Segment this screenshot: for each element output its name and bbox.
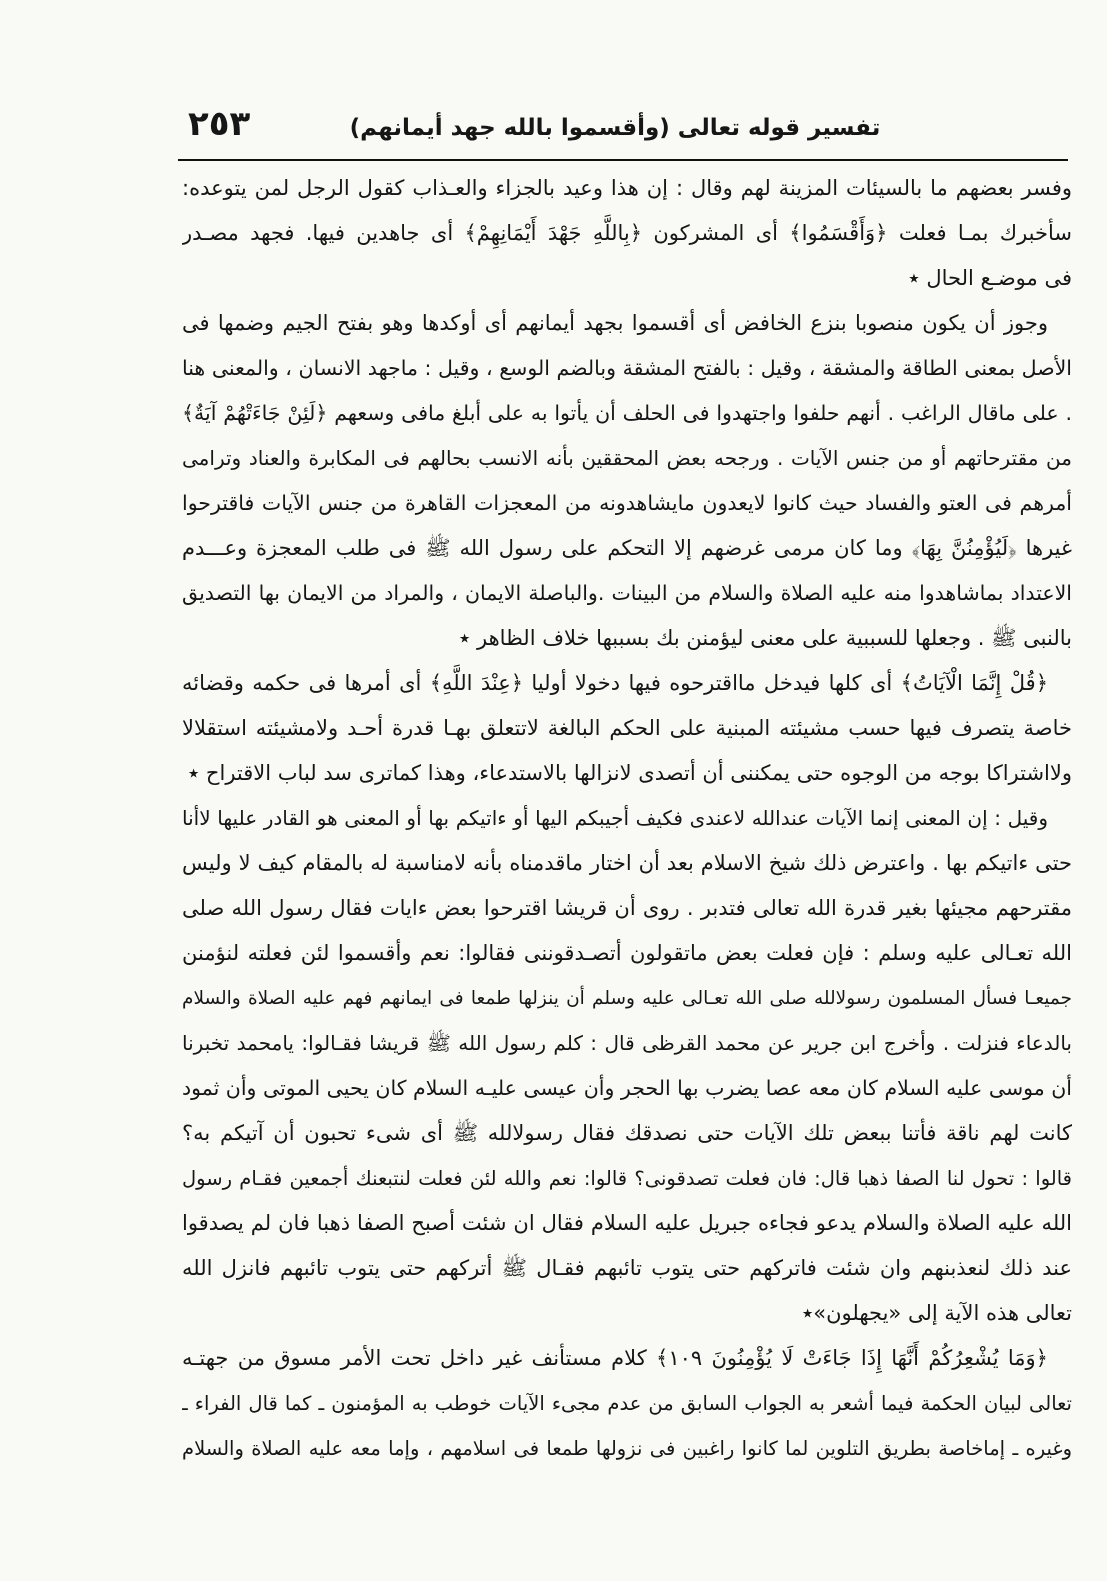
body-text bbox=[182, 166, 1072, 1471]
text-line: . على ماقال الراغب . أنهم حلفوا واجتهدوا فى الحلف أن يأتوا به على أبلغ مافى وسعهم ﴿لَئِنْ جَاءَتْهُمْ آيَةٌ﴾ bbox=[182, 401, 1072, 425]
text-line: الاعتداد بماشاهدوا منه عليه الصلاة والسلام من البينات .والباصلة الايمان ، والمراد من الايمان بها التصديق bbox=[182, 581, 1072, 605]
text-line: ﴿قُلْ إِنَّمَا الْآيَاتُ﴾ أى كلها فيدخل مااقترحوه فيها دخولا أوليا ﴿عِنْدَ اللَّهِ﴾ أى أمرها فى حكمه وقضائه bbox=[182, 671, 1048, 695]
text-line: الأصل بمعنى الطاقة والمشقة ، وقيل : بالفتح المشقة وبالضم الوسع ، وقيل : ماجهد الانسان ، والمعنى هنا bbox=[182, 356, 1072, 380]
text-line: أن موسى عليه السلام كان معه عصا يضرب بها الحجر وأن عيسى عليـه السلام كان يحيى الموتى وأن ثمود bbox=[182, 1076, 1072, 1100]
text-line: بالنبى ﷺ . وجعلها للسببية على معنى ليؤمنن بك بسببها خلاف الظاهر ٭ bbox=[458, 626, 1072, 650]
text-line: وجوز أن يكون منصوبا بنزع الخافض أى أقسموا بجهد أيمانهم أى أوكدها وهو بفتح الجيم وضمها فى bbox=[182, 311, 1048, 335]
text-line: كانت لهم ناقة فأتنا ببعض تلك الآيات حتى نصدقك فقال رسولالله ﷺ أى شىء تحبون أن آتيكم به؟ bbox=[182, 1121, 1072, 1145]
text-line: حتى ءاتيكم بها . واعترض ذلك شيخ الاسلام بعد أن اختار ماقدمناه بأنه لامناسبة له بالمقام كيف لا وليس bbox=[182, 851, 1072, 875]
text-line: تعالى لبيان الحكمة فيما أشعر به الجواب السابق من عدم مجىء الآيات خوطب به المؤمنون ـ كما قال الفراء ـ bbox=[182, 1392, 1072, 1415]
text-line: فى موضـع الحال ٭ bbox=[908, 266, 1072, 290]
text-line: عند ذلك لنعذبنهم وان شئت فاتركهم حتى يتوب تائبهم فقـال ﷺ أتركهم حتى يتوب تائبهم فانزل الله bbox=[182, 1256, 1072, 1280]
text-line: أمرهم فى العتو والفساد حيث كانوا لايعدون مايشاهدونه من المعجزات القاهرة من جنس الآيات فاقترحوا bbox=[182, 491, 1072, 515]
header-rule bbox=[178, 159, 1068, 161]
text-line: خاصة يتصرف فيها حسب مشيئته المبنية على الحكم البالغة لاتتعلق بهـا قدرة أحـد ولامشيئته استقلالا bbox=[182, 716, 1072, 740]
text-line: ولااشتراكا بوجه من الوجوه حتى يمكننى أن أتصدى لانزالها بالاستدعاء، وهذا كماترى سد لباب الاقتراح ٭ bbox=[187, 761, 1072, 785]
text-line: وفسر بعضهم ما بالسيئات المزينة لهم وقال : إن هذا وعيد بالجزاء والعـذاب كقول الرجل لمن يتوعده: bbox=[182, 176, 1072, 200]
text-line: من مقترحاتهم أو من جنس الآيات . ورجحه بعض المحققين بأنه الانسب بحالهم فى المكابرة والعناد وترامى bbox=[182, 446, 1072, 470]
page-number: ٢٥٣ bbox=[188, 104, 251, 144]
running-title: تفسير قوله تعالى (وأقسموا بالله جهد أيمانهم) bbox=[349, 115, 881, 141]
text-line: وغيره ـ إماخاصة بطريق التلوين لما كانوا راغبين فى نزولها طمعا فى اسلامهم ، وإما معه عليه الصلاة والسلام bbox=[182, 1437, 1072, 1460]
text-line: الله تعـالى عليه وسلم : فإن فعلت بعض ماتقولون أتصـدقوننى فقالوا: نعم وأقسموا لئن فعلته لنؤمنن bbox=[182, 941, 1072, 965]
text-line: بالدعاء فنزلت . وأخرج ابن جرير عن محمد القرظى قال : كلم رسول الله ﷺ قريشا فقـالوا: يامحمد تخبرنا bbox=[182, 1031, 1072, 1055]
text-line: تعالى هذه الآية إلى «يجهلون»٭ bbox=[801, 1301, 1072, 1325]
text-line: سأخبرك بمـا فعلت ﴿وَأَقْسَمُوا﴾ أى المشركون ﴿بِاللَّهِ جَهْدَ أَيْمَانِهِمْ﴾ أى جاهدين فيها. فجهد مصـدر bbox=[182, 221, 1072, 245]
text-line: مقترحهم مجيئها بغير قدرة الله تعالى فتدبر . روى أن قريشا اقترحوا بعض ءايات فقال رسول الله صلى bbox=[182, 896, 1072, 920]
text-line: قالوا : تحول لنا الصفا ذهبا قال: فان فعلت تصدقونى؟ قالوا: نعم والله لئن فعلت لنتبعنك أجمعين فقـام رسول bbox=[182, 1167, 1072, 1190]
text-line: الله عليه الصلاة والسلام يدعو فجاءه جبريل عليه السلام فقال ان شئت أصبح الصفا ذهبا فان لم يصدقوا bbox=[182, 1211, 1072, 1235]
text-line: ﴿وَمَا يُشْعِرُكُمْ أَنَّهَا إِذَا جَاءَتْ لَا يُؤْمِنُونَ ١٠٩﴾ كلام مستأنف غير داخل تحت الأمر مسوق من جهتـه bbox=[182, 1346, 1048, 1370]
text-line: غيرها ﴿لَيُؤْمِنُنَّ بِهَا﴾ وما كان مرمى غرضهم إلا التحكم على رسول الله ﷺ فى طلب المعجزة وعـــدم bbox=[182, 536, 1072, 560]
text-line: جميعـا فسأل المسلمون رسولالله صلى الله تعـالى عليه وسلم أن ينزلها طمعا فى ايمانهم فهم عليه الصلاة والسلام bbox=[182, 988, 1072, 1009]
text-line: وقيل : إن المعنى إنما الآيات عندالله لاعندى فكيف أجيبكم اليها أو ءاتيكم بها أو المعنى هو القادر عليها لاأنا bbox=[182, 806, 1048, 830]
